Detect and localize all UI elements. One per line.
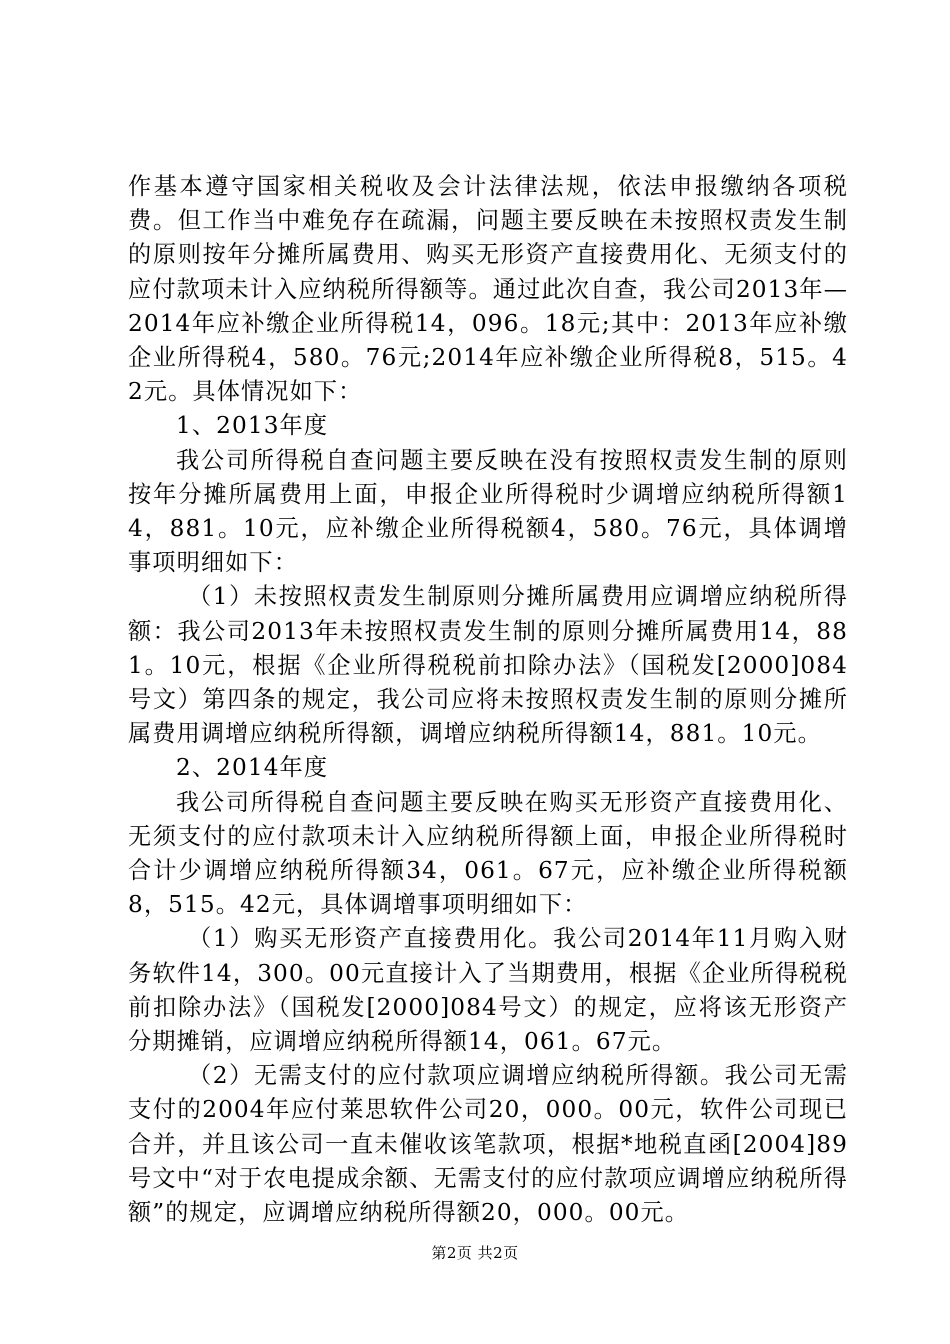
paragraph-intro-continued: 作基本遵守国家相关税收及会计法律法规，依法申报缴纳各项税费。但工作当中难免存在疏漏，问题主要反映在未按照权责发生制的原则按年分摊所属费用、购买无形资产直接费用化、无须支付的应付款项未计入应纳税所得额等。通过此次自查，我公司2013年—2014年应补缴企业所得税14，096。18元;其中：2013年应补缴企业所得税4，580。76元;2014年应补缴企业所得税8，515。42元。具体情况如下：	[128, 173, 848, 406]
paragraph-2013-summary: 我公司所得税自查问题主要反映在没有按照权责发生制的原则按年分摊所属费用上面，申报企业所得税时少调增应纳税所得额14，881。10元，应补缴企业所得税额4，580。76元，具体调增事项明细如下：	[128, 446, 848, 577]
paragraph-2013-item-1: （1）未按照权责发生制原则分摊所属费用应调增应纳税所得额：我公司2013年未按照权责发生制的原则分摊所属费用14，881。10元，根据《企业所得税税前扣除办法》（国税发[2000]084号文）第四条的规定，我公司应将未按照权责发生制的原则分摊所属费用调增应纳税所得额，调增应纳税所得额14，881。10元。	[128, 583, 848, 748]
paragraph-2014-item-2: （2）无需支付的应付款项应调增应纳税所得额。我公司无需支付的2004年应付莱思软件公司20，000。00元，软件公司现已合并，并且该公司一直未催收该笔款项，根据*地税直函[2004]89号文中“对于农电提成余额、无需支付的应付款项应调增应纳税所得额”的规定，应调增应纳税所得额20，000。00元。	[128, 1062, 848, 1227]
section-heading-2014: 2、2014年度	[176, 754, 329, 782]
paragraph-2014-item-1: （1）购买无形资产直接费用化。我公司2014年11月购入财务软件14，300。00元直接计入了当期费用，根据《企业所得税税前扣除办法》（国税发[2000]084号文）的规定，应将该无形资产分期摊销，应调增应纳税所得额14，061。67元。	[128, 925, 848, 1056]
page-number-label: 第2页 共2页	[431, 1244, 519, 1262]
section-heading-2013: 1、2013年度	[176, 412, 329, 440]
document-body	[128, 170, 848, 1230]
paragraph-2014-summary: 我公司所得税自查问题主要反映在购买无形资产直接费用化、无须支付的应付款项未计入应纳税所得额上面，申报企业所得税时合计少调增应纳税所得额34，061。67元，应补缴企业所得税额8，515。42元，具体调增事项明细如下：	[128, 788, 848, 919]
page-footer	[0, 1243, 950, 1263]
